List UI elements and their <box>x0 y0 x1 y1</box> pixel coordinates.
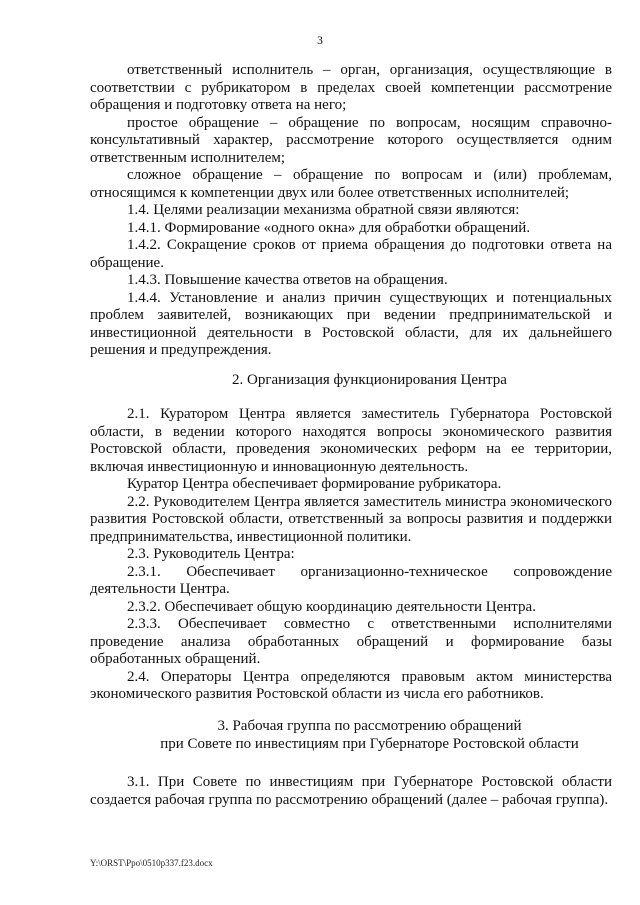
paragraph-2-3-1: 2.3.1. Обеспечивает организационно-техническое сопровождение деятельности Центра. <box>90 563 612 597</box>
section-3-body <box>90 774 612 809</box>
section-2-heading-wrap <box>90 372 612 390</box>
section-3-heading-wrap <box>90 718 612 753</box>
section-3-heading-line-2: при Совете по инвестициям при Губернаторе Ростовской области <box>160 735 579 752</box>
paragraph-2-1: 2.1. Куратором Центра является заместитель Губернатора Ростовской области, в ведении которого находятся вопросы экономического развития Ростовской области, проведения экономических реформ на ее территории, включая инвестиционную и инновационную деятельность. <box>90 406 612 475</box>
definitions-and-goals <box>90 62 612 360</box>
definition-complex-request: сложное обращение – обращение по вопросам и (или) проблемам, относящимся к компетенции двух или более ответственных исполнителей; <box>90 167 612 201</box>
section-3-heading-line-1: 3. Рабочая группа по рассмотрению обращений <box>217 718 522 734</box>
section-2-heading: 2. Организация функционирования Центра <box>232 372 507 388</box>
paragraph-2-2: 2.2. Руководителем Центра является заместитель министра экономического развития Ростовской области, ответственный за вопросы развития и поддержки предпринимательства, инвестиционной политики. <box>90 493 612 545</box>
paragraph-2-3-3: 2.3.3. Обеспечивает совместно с ответственными исполнителями проведение анализа обработанных обращений и формирование базы обработанных обращений. <box>90 616 612 667</box>
paragraph-2-3-2: 2.3.2. Обеспечивает общую координацию деятельности Центра. <box>127 598 536 615</box>
definition-responsible-executor: ответственный исполнитель – орган, организация, осуществляющие в соответствии с рубрикатором в пределах своей компетенции рассмотрение обращения и подготовку ответа на него; <box>90 62 612 113</box>
goal-1-4-4: 1.4.4. Установление и анализ причин существующих и потенциальных проблем заявителей, возникающих при ведении предпринимательской и инвестиционной деятельности в Ростовской области, для их дальнейшего решения и предупреждения. <box>90 289 612 358</box>
paragraph-2-3: 2.3. Руководитель Центра: <box>127 546 295 562</box>
paragraph-2-4: 2.4. Операторы Центра определяются правовым актом министерства экономического развития Ростовской области из числа его работников. <box>90 668 612 702</box>
paragraph-3-1: 3.1. При Совете по инвестициям при Губернаторе Ростовской области создается рабочая группа по рассмотрению обращений (далее – рабочая группа). <box>90 774 612 808</box>
goals-intro: 1.4. Целями реализации механизма обратной связи являются: <box>127 202 520 218</box>
footer-file-path: Y:\ORST\Ppo\0510p337.f23.docx <box>90 858 213 868</box>
definition-simple-request: простое обращение – обращение по вопросам, носящим справочно-консультативный характер, рассмотрение которого осуществляется одним ответственным исполнителем; <box>90 114 612 166</box>
paragraph-2-1-curator: Куратор Центра обеспечивает формирование рубрикатора. <box>127 476 502 492</box>
goal-1-4-2: 1.4.2. Сокращение сроков от приема обращения до подготовки ответа на обращение. <box>90 237 612 271</box>
page-number: 3 <box>317 35 323 47</box>
goal-1-4-1: 1.4.1. Формирование «одного окна» для обработки обращений. <box>127 219 531 236</box>
section-2-body <box>90 406 612 704</box>
goal-1-4-3: 1.4.3. Повышение качества ответов на обращения. <box>127 272 448 288</box>
